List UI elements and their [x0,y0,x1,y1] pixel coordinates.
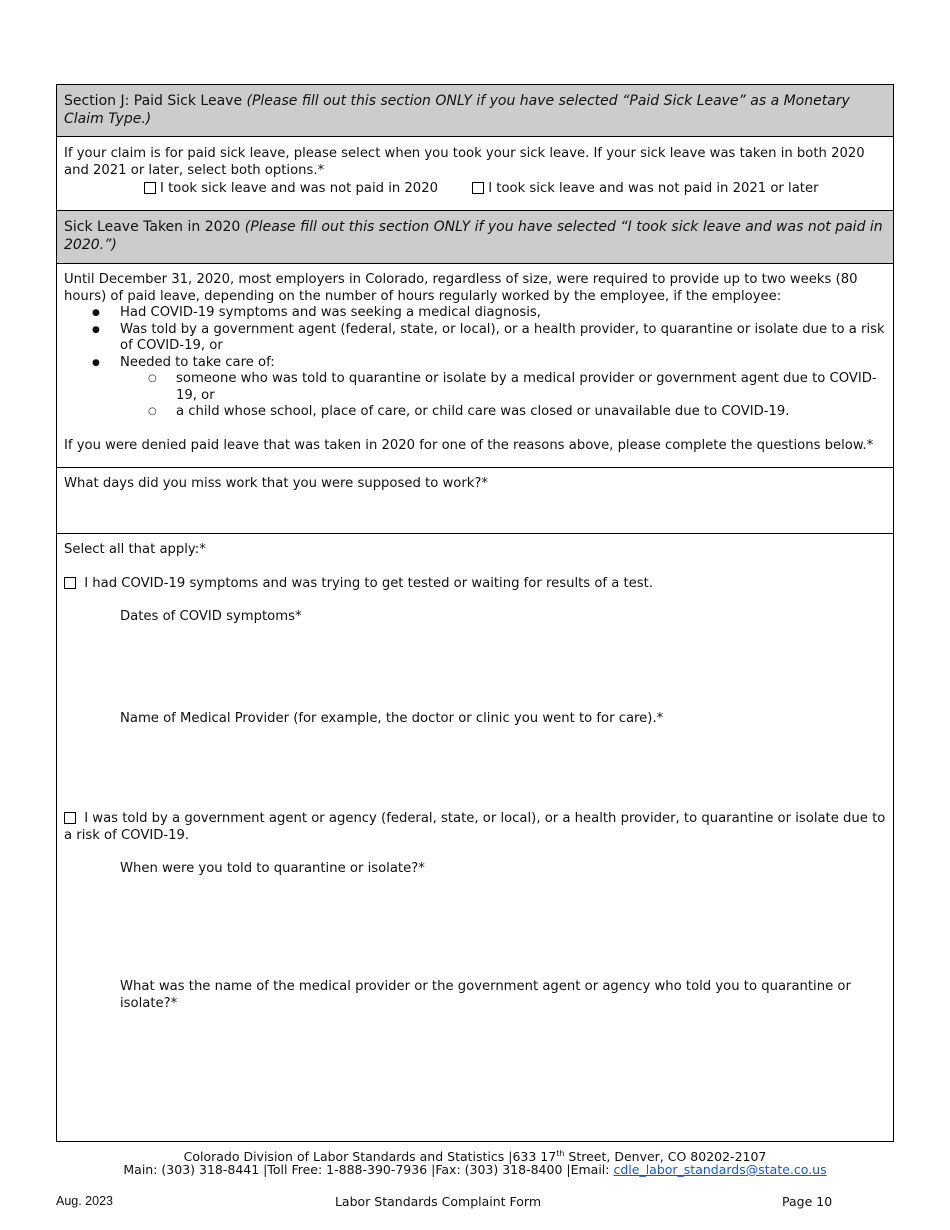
select-all-label: Select all that apply:* [64,542,206,557]
form-name: Labor Standards Complaint Form [334,1194,542,1209]
missed-days-row[interactable] [57,468,893,534]
option-2020-checkbox[interactable] [144,182,156,194]
quarantine-date-field[interactable] [64,861,886,979]
info-bullet: ● Was told by a government agent (federal, state, or local), or a health provider, to quarantine or isolate due to a risk of COVID-19, or [64,322,886,355]
email-link[interactable]: cdle_labor_standards@state.co.us [613,1162,827,1177]
claim-period-row [57,137,893,211]
missed-days-question: What days did you miss work that you were supposed to work?* [64,476,488,491]
reason-symptoms-label: I had COVID-19 symptoms and was trying to get tested or waiting for results of a test. [84,575,654,591]
claim-intro-text: If your claim is for paid sick leave, please select when you took your sick leave. If your sick leave was taken in both 2020 and 2021 or later, select both options.* [64,146,865,178]
reasons-row [57,534,893,1141]
section-j-header [57,85,893,137]
reason-quarantine-checkbox[interactable] [64,812,76,824]
section-2020-note: (Please fill out this section ONLY if you have selected “I took sick leave and was not paid in 2020.”) [64,219,883,253]
reason-quarantine [64,811,886,844]
section-j-note: (Please fill out this section ONLY if you have selected “Paid Sick Leave” as a Monetary Claim Type.) [64,93,850,127]
quarantine-date-question: When were you told to quarantine or isolate?* [120,861,425,876]
info-sub-bullet: ○ someone who was told to quarantine or isolate by a medical provider or government agent due to COVID-19, or [120,371,886,404]
info-bullet: ● Needed to take care of: ○ someone who was told to quarantine or isolate by a medical provider or government agent due to COVID-19, or ○ a child whose school, place of care, or child care was closed or unavailable due to COVID-19. [64,355,886,421]
reason-symptoms [64,576,886,593]
section-2020-header [57,211,893,264]
info-intro: Until December 31, 2020, most employers in Colorado, regardless of size, were required to provide up to two weeks (80 hours) of paid leave, depending on the number of hours regularly worked by the employee, if the employee: [64,272,858,304]
info-bullet: ● Had COVID-19 symptoms and was seeking a medical diagnosis, [64,305,886,322]
option-2021-label: I took sick leave and was not paid in 2021 or later [488,181,819,196]
option-2020-label: I took sick leave and was not paid in 2020 [160,181,438,196]
section-2020-title: Sick Leave Taken in 2020 [64,219,241,235]
footer-address: Colorado Division of Labor Standards and Statistics |633 17th Street, Denver, CO 80202-2107 [183,1149,767,1165]
symptom-dates-question: Dates of COVID symptoms* [120,609,302,624]
symptom-dates-field[interactable] [64,609,886,711]
revision-date: Aug. 2023 [56,1194,113,1208]
complaint-form-section [56,84,894,1142]
reason-quarantine-label: I was told by a government agent or agency (federal, state, or local), or a health provider, to quarantine or isolate due to a risk of COVID-19. [64,811,886,843]
quarantine-authority-field[interactable] [64,979,886,1012]
option-2021-checkbox[interactable] [472,182,484,194]
info-closing: If you were denied paid leave that was taken in 2020 for one of the reasons above, please complete the questions below.* [64,437,874,453]
info-sub-bullet: ○ a child whose school, place of care, or child care was closed or unavailable due to COVID-19. [120,404,886,421]
page-number: Page 10 [782,1194,833,1209]
quarantine-authority-question: What was the name of the medical provider or the government agent or agency who told you to quarantine or isolate?* [120,979,851,1011]
reason-symptoms-checkbox[interactable] [64,577,76,589]
medical-provider-field[interactable] [64,711,886,811]
footer-contacts: Main: (303) 318-8441 |Toll Free: 1-888-390-7936 |Fax: (303) 318-8400 |Email: cdle_labor_standards@state.co.us [123,1162,827,1177]
section-j-title: Section J: Paid Sick Leave [64,93,243,109]
medical-provider-question: Name of Medical Provider (for example, the doctor or clinic you went to for care).* [120,711,664,726]
eligibility-info-row [57,264,893,468]
